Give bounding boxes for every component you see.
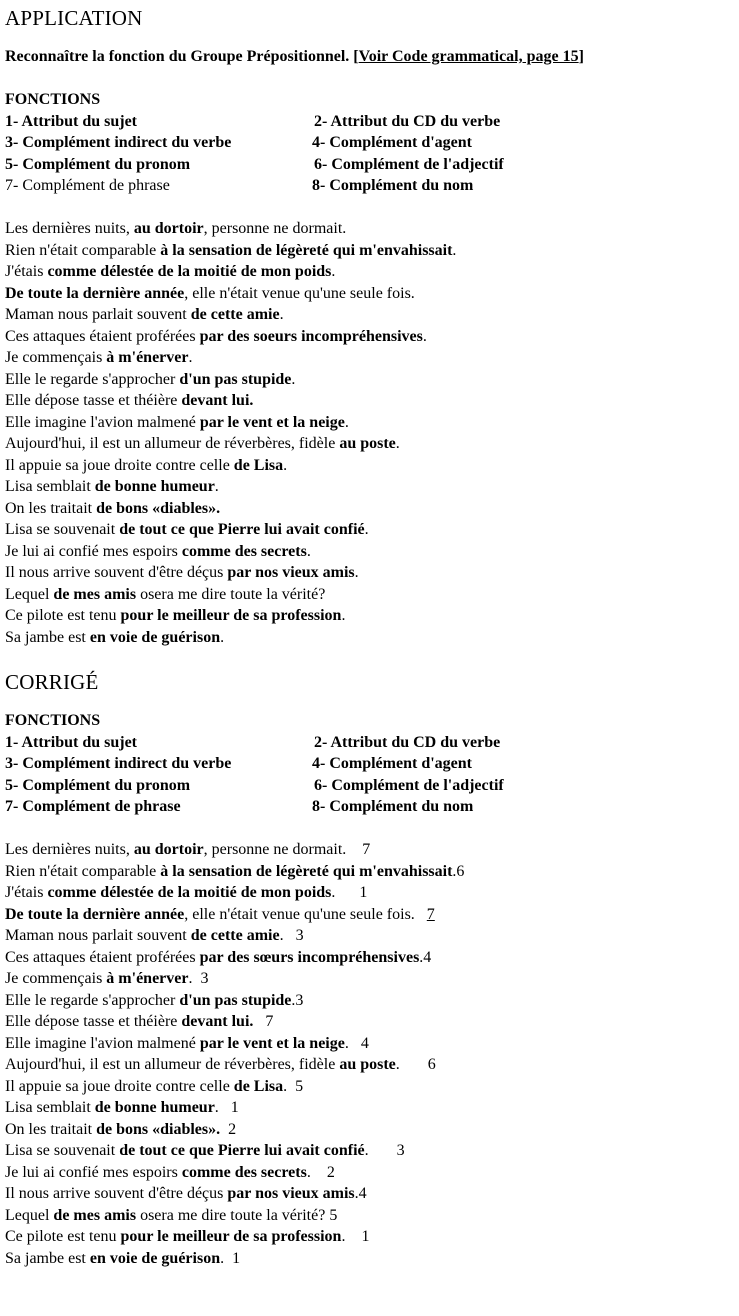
fonction-right: 8- Complément du nom: [312, 798, 474, 815]
fonction-right: 6- Complément de l'adjectif: [314, 776, 504, 794]
prepositional-group: à la sensation de légèreté qui m'envahissait: [160, 862, 453, 880]
prepositional-group: pour le meilleur de sa profession: [120, 1228, 342, 1245]
application-sentences: [5, 218, 739, 648]
sentence-text: Il nous arrive souvent d'être déçus: [5, 1185, 228, 1202]
fonction-left: 5- Complément du pronom: [5, 155, 191, 173]
sentence-text: .: [291, 370, 296, 388]
sentence-text: .: [364, 521, 369, 538]
answer-number: 1: [359, 884, 368, 901]
prepositional-group: de bonne humeur: [94, 1099, 215, 1116]
sentence-line: [5, 283, 739, 305]
sentence-text: .: [419, 948, 424, 966]
answer-number: 2: [228, 1120, 237, 1138]
sentence-text: Lequel: [5, 1206, 54, 1224]
sentence-text: .: [354, 564, 359, 581]
prepositional-group: d'un pas stupide: [179, 370, 292, 388]
fonction-right: 4- Complément d'agent: [312, 755, 472, 772]
application-fonctions-heading: FONCTIONS: [5, 91, 101, 108]
prepositional-group: de bonne humeur: [94, 478, 215, 495]
sentence-line: [5, 562, 739, 584]
sentence-line: [5, 390, 739, 412]
fonction-right: 2- Attribut du CD du verbe: [314, 112, 501, 130]
fonction-right: 4- Complément d'agent: [312, 134, 472, 151]
sentence-line: [5, 1076, 739, 1098]
sentence-text: Il appuie sa joue droite contre celle: [5, 1077, 234, 1095]
prepositional-group: de mes amis: [53, 585, 137, 603]
sentence-text: Lequel: [5, 585, 54, 603]
sentence-text: .: [220, 1249, 233, 1267]
sentence-text: .: [331, 884, 360, 901]
sentence-text: .: [364, 1142, 397, 1159]
answer-number: 5: [295, 1077, 304, 1095]
prepositional-group: devant lui.: [181, 392, 254, 409]
sentence-text: .: [188, 349, 193, 366]
prepositional-group: d'un pas stupide: [179, 991, 292, 1009]
prepositional-group: à m'énerver: [106, 349, 189, 366]
sentence-text: J'étais: [5, 884, 48, 901]
sentence-line: [5, 326, 739, 348]
sentence-text: .: [283, 456, 288, 474]
sentence-line: [5, 947, 739, 969]
sentence-text: , elle n'était venue qu'une seule fois.: [184, 284, 415, 302]
sentence-text: Ce pilote est tenu: [5, 607, 121, 624]
sentence-text: Sa jambe est: [5, 628, 90, 646]
sentence-text: .: [395, 1056, 428, 1073]
prepositional-group: par des soeurs incompréhensives: [199, 327, 423, 345]
prepositional-group: en voie de guérison: [89, 1249, 221, 1267]
prepositional-group: à m'énerver: [106, 970, 189, 987]
sentence-line: [5, 861, 739, 883]
prepositional-group: au poste: [339, 1056, 396, 1073]
sentence-text: .: [306, 1163, 327, 1181]
fonction-left: 3- Complément indirect du verbe: [5, 134, 232, 151]
prepositional-group: comme des secrets: [181, 1163, 307, 1181]
prepositional-group: de bons «diables».: [96, 499, 221, 517]
sentence-line: [5, 1140, 739, 1162]
sentence-text: .: [422, 327, 427, 345]
fonction-right: 2- Attribut du CD du verbe: [314, 733, 501, 751]
fonction-row: [5, 154, 739, 176]
sentence-line: [5, 627, 739, 649]
sentence-line: [5, 882, 739, 904]
sentence-line: [5, 498, 739, 520]
prepositional-group: au dortoir: [133, 220, 204, 237]
sentence-text: Elle le regarde s'approcher: [5, 370, 180, 388]
sentence-text: Ces attaques étaient proférées: [5, 948, 200, 966]
fonction-right: 8- Complément du nom: [312, 177, 474, 194]
sentence-text: Je lui ai confié mes espoirs: [5, 542, 182, 560]
sentence-text: .: [188, 970, 201, 987]
prepositional-group: de bons «diables».: [96, 1120, 221, 1138]
sentence-text: osera me dire toute la vérité?: [136, 1206, 330, 1224]
sentence-text: Elle imagine l'avion malmené: [5, 1034, 200, 1052]
prepositional-group: de tout ce que Pierre lui avait confié: [119, 521, 365, 538]
fonction-left: 3- Complément indirect du verbe: [5, 755, 232, 772]
application-title: APPLICATION: [5, 6, 143, 30]
answer-number: 1: [230, 1099, 239, 1116]
sentence-line: [5, 1054, 739, 1076]
answer-number: 6: [427, 1056, 436, 1073]
sentence-text: Lisa semblait: [5, 1099, 95, 1116]
sentence-line: [5, 1162, 739, 1184]
sentence-line: [5, 433, 739, 455]
sentence-text: .: [341, 1228, 362, 1245]
prepositional-group: comme des secrets: [181, 542, 307, 560]
sentence-text: Maman nous parlait souvent: [5, 306, 191, 323]
prepositional-group: de Lisa: [233, 1077, 284, 1095]
answer-number: 7: [426, 905, 435, 923]
sentence-line: [5, 1183, 739, 1205]
sentence-text: .: [291, 991, 296, 1009]
sentence-line: [5, 304, 739, 326]
answer-number: 2: [326, 1163, 335, 1181]
answer-number: 3: [295, 991, 304, 1009]
prepositional-group: De toute la dernière année: [5, 905, 185, 923]
sentence-text: .: [344, 1034, 361, 1052]
sentence-line: [5, 519, 739, 541]
prepositional-group: de Lisa: [233, 456, 284, 474]
prepositional-group: en voie de guérison: [89, 628, 221, 646]
sentence-text: .: [344, 413, 349, 431]
sentence-text: Il appuie sa joue droite contre celle: [5, 456, 234, 474]
answer-number: 4: [360, 1034, 369, 1052]
sentence-text: Elle dépose tasse et théière: [5, 392, 182, 409]
sentence-text: [220, 1121, 228, 1138]
sentence-text: Les dernières nuits,: [5, 220, 134, 237]
prepositional-group: au poste: [339, 435, 396, 452]
corrige-title: CORRIGÉ: [5, 670, 99, 694]
corrige-fonctions-heading: FONCTIONS: [5, 712, 101, 729]
sentence-text: On les traitait: [5, 1120, 97, 1138]
answer-number: 5: [329, 1206, 338, 1224]
sentence-line: [5, 261, 739, 283]
fonction-row: [5, 175, 739, 197]
prepositional-group: de mes amis: [53, 1206, 137, 1224]
fonction-right: 6- Complément de l'adjectif: [314, 155, 504, 173]
answer-number: 3: [295, 927, 304, 944]
prepositional-group: par des sœurs incompréhensives: [199, 948, 420, 966]
prepositional-group: de cette amie: [190, 927, 280, 944]
sentence-text: Maman nous parlait souvent: [5, 927, 191, 944]
fonction-row: [5, 753, 739, 775]
fonction-left: 7- Complément de phrase: [5, 798, 181, 815]
sentence-line: [5, 369, 739, 391]
fonction-row: [5, 796, 739, 818]
fonction-row: [5, 111, 739, 133]
sentence-text: .: [220, 628, 225, 646]
corrige-fonctions-list: [5, 732, 739, 818]
answer-number: 3: [396, 1142, 405, 1159]
sentence-text: Je commençais: [5, 349, 107, 366]
sentence-line: [5, 990, 739, 1012]
instruction-text: Reconnaître la fonction du Groupe Prépositionnel. [: [5, 48, 359, 65]
sentence-text: [253, 1013, 265, 1030]
sentence-text: On les traitait: [5, 499, 97, 517]
answer-number: 1: [361, 1228, 370, 1245]
answer-number: 4: [423, 948, 432, 966]
answer-number: 1: [232, 1249, 241, 1267]
sentence-line: [5, 1033, 739, 1055]
sentence-text: .: [214, 1099, 231, 1116]
fonction-row: [5, 132, 739, 154]
sentence-line: [5, 347, 739, 369]
sentence-text: .: [283, 1077, 296, 1095]
sentence-line: [5, 1119, 739, 1141]
sentence-text: Elle le regarde s'approcher: [5, 991, 180, 1009]
sentence-text: .: [395, 435, 400, 452]
sentence-text: Ce pilote est tenu: [5, 1228, 121, 1245]
application-fonctions-list: [5, 111, 739, 197]
fonction-left: 1- Attribut du sujet: [5, 112, 138, 130]
answer-number: 7: [265, 1013, 274, 1030]
sentence-line: [5, 584, 739, 606]
sentence-line: [5, 455, 739, 477]
sentence-text: .: [214, 478, 219, 495]
answer-number: 3: [200, 970, 209, 987]
fonction-left: 5- Complément du pronom: [5, 776, 191, 794]
answer-number: 7: [362, 841, 371, 858]
sentence-text: .: [452, 862, 457, 880]
sentence-line: [5, 1226, 739, 1248]
sentence-text: .: [341, 607, 346, 624]
prepositional-group: De toute la dernière année: [5, 284, 185, 302]
prepositional-group: par le vent et la neige: [199, 1034, 345, 1052]
fonction-left: 7- Complément de phrase: [5, 177, 170, 194]
sentence-line: [5, 1011, 739, 1033]
fonction-row: [5, 732, 739, 754]
sentence-text: , elle n'était venue qu'une seule fois.: [184, 905, 427, 923]
sentence-text: Je lui ai confié mes espoirs: [5, 1163, 182, 1181]
prepositional-group: par nos vieux amis: [227, 1185, 355, 1202]
sentence-line: [5, 839, 739, 861]
sentence-line: [5, 904, 739, 926]
sentence-text: Les dernières nuits,: [5, 841, 134, 858]
prepositional-group: comme délestée de la moitié de mon poids: [47, 263, 332, 280]
sentence-line: [5, 1097, 739, 1119]
sentence-text: , personne ne dormait.: [203, 841, 363, 858]
sentence-line: [5, 541, 739, 563]
sentence-text: .: [452, 241, 457, 259]
prepositional-group: de tout ce que Pierre lui avait confié: [119, 1142, 365, 1159]
prepositional-group: par nos vieux amis: [227, 564, 355, 581]
sentence-text: .: [279, 306, 284, 323]
sentence-text: Il nous arrive souvent d'être déçus: [5, 564, 228, 581]
sentence-text: Aujourd'hui, il est un allumeur de réverbères, fidèle: [5, 1056, 340, 1073]
fonction-left: 1- Attribut du sujet: [5, 733, 138, 751]
sentence-text: Rien n'était comparable: [5, 862, 161, 880]
sentence-text: Lisa se souvenait: [5, 1142, 120, 1159]
sentence-line: [5, 476, 739, 498]
instruction: [5, 46, 739, 68]
sentence-text: Elle imagine l'avion malmené: [5, 413, 200, 431]
instruction-end: ]: [578, 48, 584, 65]
answer-number: 6: [456, 862, 465, 880]
prepositional-group: de cette amie: [190, 306, 280, 323]
sentence-line: [5, 968, 739, 990]
grammar-code-link[interactable]: Voir Code grammatical, page 15: [358, 48, 579, 65]
sentence-line: [5, 218, 739, 240]
prepositional-group: par le vent et la neige: [199, 413, 345, 431]
prepositional-group: comme délestée de la moitié de mon poids: [47, 884, 332, 901]
sentence-text: Lisa se souvenait: [5, 521, 120, 538]
sentence-text: .: [331, 263, 336, 280]
sentence-text: Sa jambe est: [5, 1249, 90, 1267]
sentence-line: [5, 412, 739, 434]
sentence-text: , personne ne dormait.: [203, 220, 347, 237]
sentence-text: J'étais: [5, 263, 48, 280]
corrige-sentences: [5, 839, 739, 1269]
sentence-line: [5, 605, 739, 627]
prepositional-group: à la sensation de légèreté qui m'envahissait: [160, 241, 453, 259]
sentence-text: .: [306, 542, 311, 560]
sentence-text: .: [354, 1185, 359, 1202]
sentence-text: Elle dépose tasse et théière: [5, 1013, 182, 1030]
prepositional-group: devant lui.: [181, 1013, 254, 1030]
sentence-text: osera me dire toute la vérité?: [136, 585, 326, 603]
sentence-text: Lisa semblait: [5, 478, 95, 495]
sentence-line: [5, 925, 739, 947]
fonction-row: [5, 775, 739, 797]
answer-number: 4: [358, 1185, 367, 1202]
sentence-line: [5, 1205, 739, 1227]
sentence-text: .: [279, 927, 296, 944]
sentence-text: Ces attaques étaient proférées: [5, 327, 200, 345]
sentence-line: [5, 240, 739, 262]
sentence-text: Rien n'était comparable: [5, 241, 161, 259]
prepositional-group: pour le meilleur de sa profession: [120, 607, 342, 624]
sentence-line: [5, 1248, 739, 1270]
sentence-text: Je commençais: [5, 970, 107, 987]
prepositional-group: au dortoir: [133, 841, 204, 858]
sentence-text: Aujourd'hui, il est un allumeur de réverbères, fidèle: [5, 435, 340, 452]
